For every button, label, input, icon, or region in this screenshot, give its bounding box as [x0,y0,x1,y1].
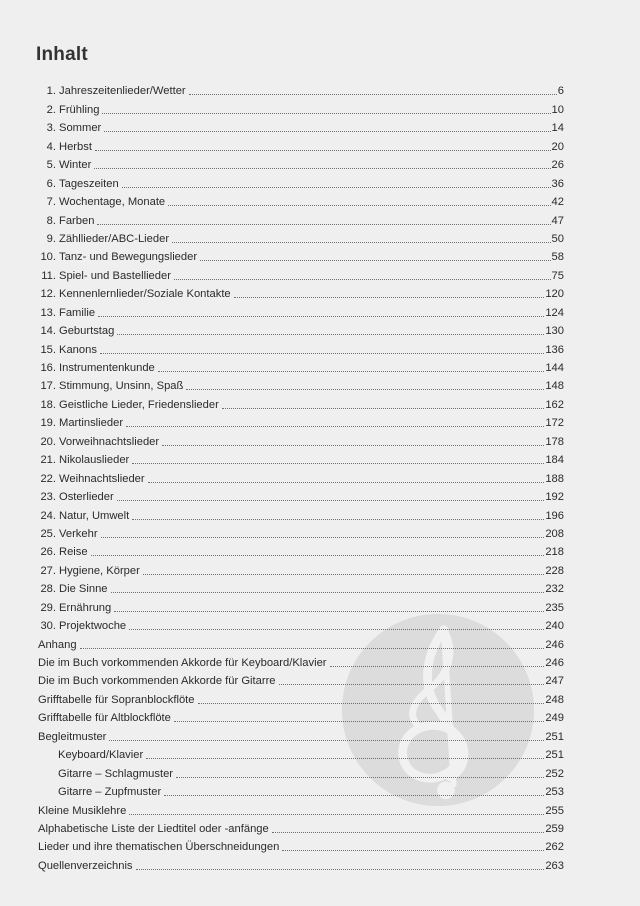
toc-number: 1. [46,85,56,98]
toc-page-number: 208 [545,527,564,540]
toc-page-number: 252 [545,767,564,780]
toc-title: Osterlieder [59,491,114,504]
toc-title: Begleitmuster [38,730,107,743]
table-of-contents [38,80,564,873]
dot-leader [122,186,551,188]
dot-leader [198,702,545,704]
toc-appendix-entry[interactable] [38,633,564,651]
dot-leader [114,610,544,612]
dot-leader [95,149,551,151]
dot-leader [94,167,550,169]
toc-page-number: 251 [545,730,564,743]
toc-number: 3. [46,122,56,135]
dot-leader [168,204,550,206]
toc-page-number: 124 [545,306,564,319]
toc-entry[interactable] [38,246,564,264]
toc-number: 25. [40,527,56,540]
toc-entry[interactable] [38,430,564,448]
toc-title: Keyboard/Klavier [58,749,144,762]
toc-title: Hygiene, Körper [59,564,140,577]
toc-number: 13. [40,306,56,319]
toc-title: Quellenverzeichnis [38,859,133,872]
toc-page-number: 249 [545,712,564,725]
toc-title: Kanons [59,343,97,356]
toc-page-number: 10 [551,103,564,116]
toc-number: 8. [46,214,56,227]
dot-leader [176,776,544,778]
toc-title: Verkehr [59,527,98,540]
toc-number: 17. [40,380,56,393]
toc-appendix-entry[interactable] [38,707,564,725]
toc-title: Die Sinne [59,583,108,596]
toc-page-number: 50 [551,232,564,245]
toc-entry[interactable] [38,98,564,116]
toc-number: 6. [46,177,56,190]
toc-number: 26. [40,546,56,559]
toc-page-number: 196 [545,509,564,522]
toc-page-number: 130 [545,325,564,338]
toc-title: Farben [59,214,95,227]
toc-page-number: 246 [545,638,564,651]
toc-number: 15. [40,343,56,356]
toc-number: 19. [40,417,56,430]
toc-title: Martinslieder [59,417,124,430]
toc-title: Frühling [59,103,100,116]
dot-leader [164,794,544,796]
toc-appendix-entry[interactable] [38,670,564,688]
toc-page-number: 263 [545,859,564,872]
toc-title: Zähllieder/ABC-Lieder [59,232,170,245]
toc-title: Geburtstag [59,325,115,338]
toc-entry[interactable] [38,596,564,614]
toc-entry[interactable] [38,412,564,430]
toc-title: Weihnachtslieder [59,472,145,485]
toc-appendix-entry[interactable] [38,854,564,872]
toc-title: Ernährung [59,601,112,614]
toc-title: Vorweihnachtslieder [59,435,160,448]
dot-leader [117,499,545,501]
dot-leader [80,647,545,649]
toc-title: Sommer [59,122,102,135]
toc-entry[interactable] [38,578,564,596]
dot-leader [91,554,545,556]
toc-number: 14. [40,325,56,338]
toc-page-number: 6 [557,85,564,98]
toc-entry[interactable] [38,301,564,319]
dot-leader [282,849,544,851]
dot-leader [98,315,544,317]
toc-sub-entry[interactable] [38,744,564,762]
toc-entry[interactable] [38,375,564,393]
dot-leader [222,407,545,409]
toc-appendix-entry[interactable] [38,799,564,817]
toc-title: Gitarre – Zupfmuster [58,786,162,799]
toc-page-number: 172 [545,417,564,430]
toc-number: 12. [40,288,56,301]
toc-entry[interactable] [38,135,564,153]
toc-title: Stimmung, Unsinn, Spaß [59,380,184,393]
toc-title: Alphabetische Liste der Liedtitel oder -anfänge [38,822,269,835]
toc-title: Winter [59,159,92,172]
toc-sub-entry[interactable] [38,781,564,799]
toc-entry[interactable] [38,486,564,504]
dot-leader [132,518,544,520]
toc-number: 29. [40,601,56,614]
toc-page-number: 247 [545,675,564,688]
toc-entry[interactable] [38,154,564,172]
toc-title: Spiel- und Bastellieder [59,269,171,282]
toc-page-number: 235 [545,601,564,614]
toc-number: 4. [46,140,56,153]
dot-leader [136,868,545,870]
toc-number: 16. [40,362,56,374]
toc-number: 28. [40,583,56,596]
toc-title: Kleine Musiklehre [38,804,127,817]
toc-page-number: 188 [545,472,564,485]
toc-entry[interactable] [38,117,564,135]
toc-entry[interactable] [38,264,564,282]
toc-page-number: 58 [551,251,564,264]
dot-leader [111,591,545,593]
toc-entry[interactable] [38,559,564,577]
dot-leader [162,444,544,446]
toc-title: Grifftabelle für Altblockflöte [38,712,171,725]
toc-appendix-entry[interactable] [38,688,564,706]
toc-sub-entry[interactable] [38,762,564,780]
dot-leader [146,757,544,759]
toc-page-number: 162 [545,398,564,411]
dot-leader [117,333,544,335]
toc-page-number: 178 [545,435,564,448]
dot-leader [200,259,550,261]
dot-leader [104,130,550,132]
toc-page-number: 253 [545,786,564,799]
toc-number: 7. [46,196,56,209]
toc-entry[interactable] [38,228,564,246]
dot-leader [100,352,544,354]
toc-entry[interactable] [38,523,564,541]
toc-entry[interactable] [38,283,564,301]
dot-leader [234,296,545,298]
toc-entry[interactable] [38,541,564,559]
dot-leader [97,223,550,225]
dot-leader [330,665,545,667]
dot-leader [132,462,544,464]
toc-title: Gitarre – Schlagmuster [58,767,174,780]
toc-page-number: 184 [545,454,564,467]
toc-page-number: 246 [545,657,564,669]
toc-title: Herbst [59,140,92,153]
toc-page-number: 36 [551,177,564,190]
toc-title: Instrumentenkunde [59,362,155,374]
toc-number: 5. [46,159,56,172]
dot-leader [129,813,544,815]
toc-page-number: 148 [545,380,564,393]
page-title: Inhalt [36,44,88,65]
toc-appendix-entry[interactable] [38,818,564,836]
toc-title: Nikolauslieder [59,454,130,467]
toc-page-number: 75 [551,269,564,282]
toc-title: Geistliche Lieder, Friedenslieder [59,398,219,411]
toc-page-number: 14 [551,122,564,135]
dot-leader [158,370,545,372]
toc-number: 27. [40,564,56,577]
toc-title: Lieder und ihre thematischen Überschneidungen [38,841,280,854]
toc-entry[interactable] [38,191,564,209]
toc-page-number: 192 [545,491,564,504]
toc-page-number: 26 [551,159,564,172]
toc-page-number: 218 [545,546,564,559]
toc-entry[interactable] [38,320,564,338]
toc-title: Kennenlernlieder/Soziale Kontakte [59,288,231,301]
toc-entry[interactable] [38,393,564,411]
toc-number: 21. [40,454,56,467]
dot-leader [129,628,544,630]
toc-title: Projektwoche [59,620,127,633]
toc-appendix-entry[interactable] [38,725,564,743]
toc-title: Die im Buch vorkommenden Akkorde für Gitarre [38,675,276,688]
toc-appendix-entry[interactable] [38,652,564,670]
dot-leader [102,112,550,114]
toc-number: 23. [40,491,56,504]
toc-title: Wochentage, Monate [59,196,166,209]
dot-leader [109,739,544,741]
toc-title: Die im Buch vorkommenden Akkorde für Keyboard/Klavier [38,657,327,669]
toc-page-number: 144 [545,362,564,374]
toc-page-number: 20 [551,140,564,153]
toc-title: Familie [59,306,96,319]
toc-page-number: 136 [545,343,564,356]
dot-leader [174,278,551,280]
toc-page-number: 262 [545,841,564,854]
dot-leader [126,425,544,427]
toc-page-number: 42 [551,196,564,209]
toc-entry[interactable] [38,172,564,190]
toc-number: 11. [41,269,56,282]
toc-number: 22. [40,472,56,485]
dot-leader [279,683,545,685]
toc-title: Natur, Umwelt [59,509,130,522]
toc-page-number: 248 [545,693,564,706]
dot-leader [174,720,544,722]
toc-appendix-entry[interactable] [38,836,564,854]
toc-title: Reise [59,546,88,559]
toc-page-number: 232 [545,583,564,596]
dot-leader [186,388,544,390]
toc-number: 18. [40,398,56,411]
toc-entry[interactable] [38,615,564,633]
toc-page-number: 251 [545,749,564,762]
toc-number: 9. [46,232,56,245]
dot-leader [148,481,545,483]
toc-entry[interactable] [38,357,564,375]
dot-leader [101,536,545,538]
toc-title: Anhang [38,638,77,651]
toc-page-number: 240 [545,620,564,633]
toc-title: Tanz- und Bewegungslieder [59,251,198,264]
toc-entry[interactable] [38,80,564,98]
toc-number: 2. [46,103,56,116]
toc-entry[interactable] [38,209,564,227]
toc-page-number: 120 [545,288,564,301]
toc-number: 24. [40,509,56,522]
toc-page-number: 47 [551,214,564,227]
toc-page-number: 255 [545,804,564,817]
toc-entry[interactable] [38,449,564,467]
toc-title: Tageszeiten [59,177,119,190]
toc-title: Jahreszeitenlieder/Wetter [59,85,186,98]
toc-entry[interactable] [38,504,564,522]
toc-entry[interactable] [38,338,564,356]
toc-number: 20. [40,435,56,448]
dot-leader [272,831,545,833]
toc-page-number: 228 [545,564,564,577]
toc-title: Grifftabelle für Sopranblockflöte [38,693,195,706]
dot-leader [172,241,550,243]
toc-entry[interactable] [38,467,564,485]
dot-leader [143,573,544,575]
toc-number: 10. [40,251,56,264]
dot-leader [189,93,557,95]
toc-number: 30. [40,620,56,633]
toc-page-number: 259 [545,822,564,835]
